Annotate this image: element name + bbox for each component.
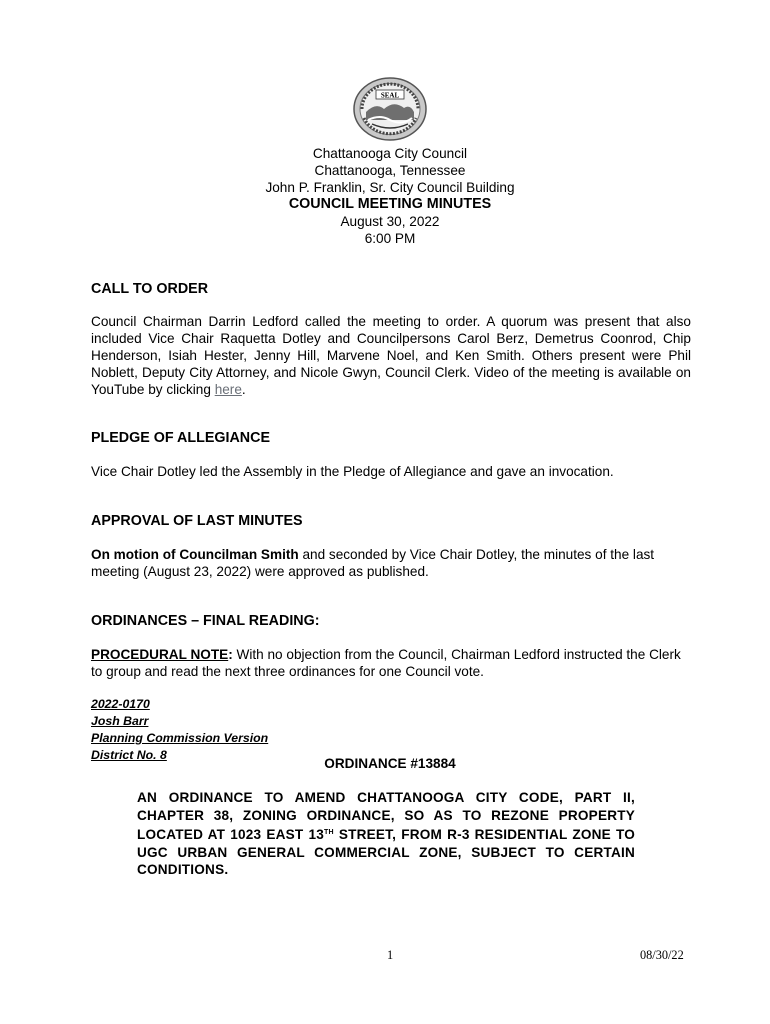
reference-district: District No. 8 [91, 748, 167, 762]
city-seal-icon [352, 76, 428, 142]
call-to-order-text: Council Chairman Darrin Ledford called the meeting to order. A quorum was present that also included Vice Chair Raquetta Dotley and Councilpersons Carol Berz, Demetrus Coonrod, Chip Henderson, Isiah Hester, Jenny Hill, Marvene Noel, and Ken Smith. Others present were Phil Noblett, Deputy City Attorney, and Nicole Gwyn, Council Clerk. Video of the meeting is available on YouTube by clicking [91, 314, 691, 397]
ordinance-text-part2: STREET, FROM R-3 RESIDENTIAL ZONE TO UGC URBAN GENERAL COMMERCIAL ZONE, SUBJECT TO CERTAIN CONDITIONS. [137, 827, 635, 878]
video-link[interactable]: here [214, 382, 242, 397]
procedural-note [91, 646, 691, 680]
pledge-heading: PLEDGE OF ALLEGIANCE [91, 430, 270, 446]
footer-date: 08/30/22 [640, 948, 684, 962]
ordinance-reference [91, 696, 268, 764]
pledge-section [91, 430, 691, 480]
document-header [0, 145, 770, 247]
seal-text: SEAL [380, 91, 400, 100]
procedural-note-colon: : [228, 647, 233, 662]
ordinal-suffix: TH [324, 829, 334, 837]
document-title: COUNCIL MEETING MINUTES [288, 196, 492, 212]
approval-text: and seconded by Vice Chair Dotley, the minutes of the last meeting (August 23, 2022) were approved as published. [91, 547, 655, 579]
approval-heading: APPROVAL OF LAST MINUTES [91, 513, 303, 529]
call-to-order-heading: CALL TO ORDER [91, 281, 209, 297]
call-to-order-paragraph [91, 313, 691, 398]
reference-version: Planning Commission Version [91, 731, 269, 745]
ordinances-heading: ORDINANCES – FINAL READING: [91, 613, 320, 629]
building-name: John P. Franklin, Sr. City Council Building [265, 180, 515, 195]
approval-paragraph [91, 546, 691, 580]
city-state: Chattanooga, Tennessee [314, 163, 466, 178]
ordinance-text [137, 789, 635, 879]
ordinance-number: ORDINANCE #13884 [324, 756, 456, 771]
ordinance-text-part1: AN ORDINANCE TO AMEND CHATTANOOGA CITY CODE, PART II, CHAPTER 38, ZONING ORDINANCE, SO AS TO REZONE PROPERTY LOCATED AT 1023 EAST 13 [137, 790, 635, 843]
meeting-date: August 30, 2022 [340, 214, 440, 229]
procedural-note-text: With no objection from the Council, Chairman Ledford instructed the Clerk to group and read the next three ordinances for one Council vote. [91, 647, 681, 679]
reference-applicant: Josh Barr [91, 714, 149, 728]
approval-section [91, 513, 691, 580]
meeting-time: 6:00 PM [364, 231, 416, 246]
page-number: 1 [387, 948, 394, 962]
council-name: Chattanooga City Council [312, 146, 468, 161]
reference-number: 2022-0170 [91, 697, 150, 711]
call-to-order-end: . [241, 382, 246, 397]
motion-text: On motion of Councilman Smith [91, 547, 299, 562]
call-to-order-section [91, 281, 691, 398]
ordinances-section [91, 613, 691, 680]
procedural-note-label: PROCEDURAL NOTE [91, 647, 229, 662]
pledge-text: Vice Chair Dotley led the Assembly in the Pledge of Allegiance and gave an invocation. [91, 464, 614, 479]
